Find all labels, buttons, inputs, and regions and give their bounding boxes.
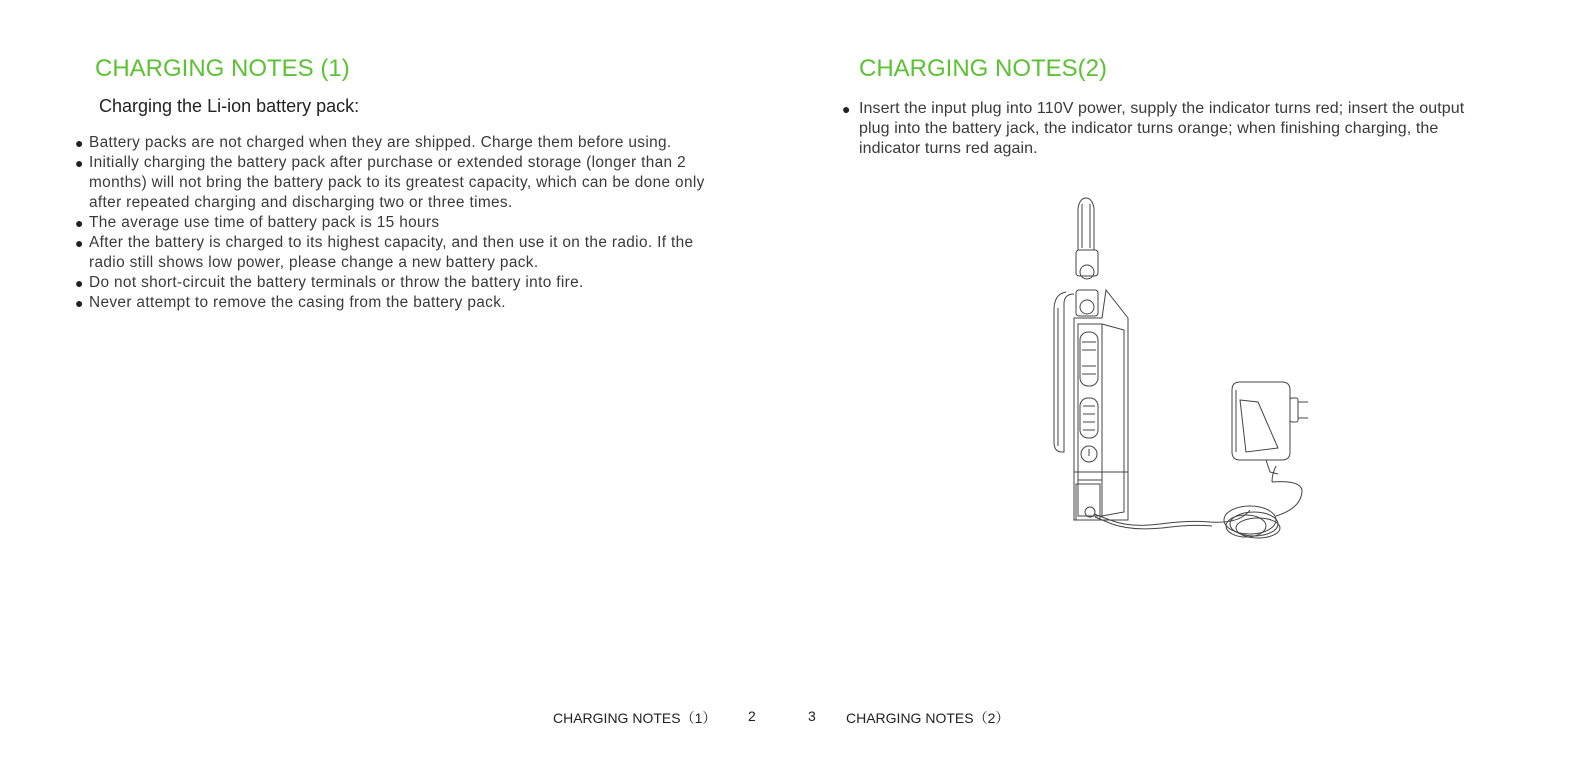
radio-with-charger-illustration	[1040, 190, 1320, 560]
left-bullet-list	[75, 133, 725, 313]
footer-left-page-number: 2	[748, 708, 756, 724]
footer-right-page-number: 3	[808, 708, 816, 724]
list-item-text: After the battery is charged to its highest capacity, and then use it on the radio. If the radio still shows low power, please change a new battery pack.	[89, 234, 694, 271]
list-item-text: The average use time of battery pack is 15 hours	[89, 214, 440, 231]
list-item	[75, 233, 725, 273]
list-item-text: Do not short-circuit the battery terminals or throw the battery into fire.	[89, 274, 584, 291]
list-item-text: Insert the input plug into 110V power, supply the indicator turns red; insert the output plug into the battery jack, the indicator turns orange; when finishing charging, the indicator turns red again.	[859, 100, 1465, 157]
list-item	[75, 213, 725, 233]
list-item	[75, 273, 725, 293]
right-bullet-list	[842, 99, 1492, 159]
left-page-title: CHARGING NOTES (1)	[95, 55, 350, 82]
list-item-text: Battery packs are not charged when they are shipped. Charge them before using.	[89, 134, 672, 151]
bullet-icon: ●	[75, 135, 84, 151]
footer-right-label: CHARGING NOTES（2）	[846, 710, 1010, 726]
footer-left-label: CHARGING NOTES（1）	[553, 710, 717, 726]
bullet-icon: ●	[75, 235, 84, 251]
bullet-icon: ●	[75, 155, 84, 171]
bullet-icon: ●	[75, 275, 84, 291]
list-item-text: Initially charging the battery pack after purchase or extended storage (longer than 2 months) will not bring the battery pack to its greatest capacity, which can be done only after repeated charging and discharging two or three times.	[89, 154, 705, 211]
list-item-text: Never attempt to remove the casing from the battery pack.	[89, 294, 506, 311]
right-page-title: CHARGING NOTES(2)	[859, 55, 1108, 82]
list-item	[75, 153, 725, 213]
bullet-icon: ●	[75, 295, 84, 311]
left-page-subtitle: Charging the Li-ion battery pack:	[99, 96, 360, 116]
list-item	[75, 293, 725, 313]
bullet-icon: ●	[842, 101, 851, 117]
bullet-icon: ●	[75, 215, 84, 231]
list-item	[75, 133, 725, 153]
list-item	[842, 99, 1492, 159]
